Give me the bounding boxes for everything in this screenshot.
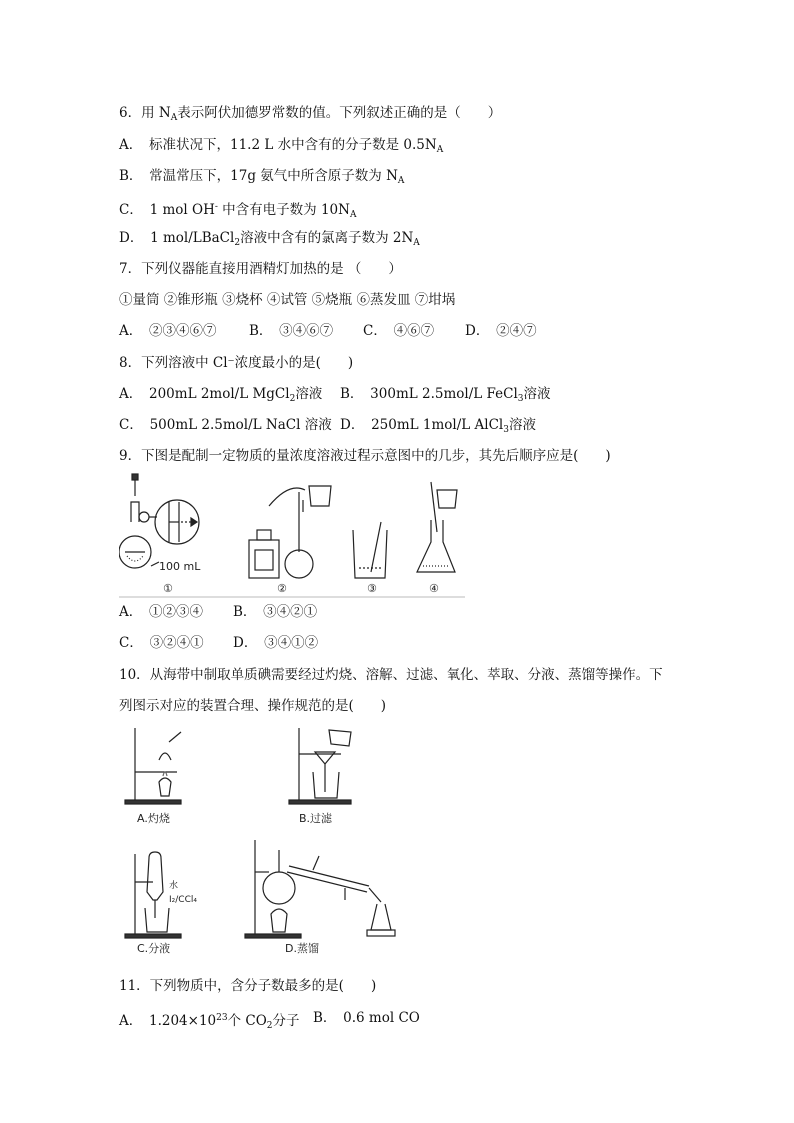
q9-fig-volume-label: 100 mL [159,560,201,573]
q6-stem: 6．用 $N_A$表示阿伏加德罗常数的值。下列叙述正确的是（ ） [119,105,502,123]
reagent-bottle-illustration [249,530,279,578]
q10-label-i2: I₂/CCl₄ [169,895,197,905]
q10-stem-line2: 列图示对应的装置合理、操作规范的是( ) [119,698,387,714]
q11-option-a: A． $1.204\times 10^{23}$个 $CO_2$分子 [119,1013,300,1031]
q10-figure [119,722,409,954]
q9-stem: 9．下图是配制一定物质的量浓度溶液过程示意图中的几步，其先后顺序应是( ) [119,448,611,464]
q9-fig-num-4: ④ [429,582,439,595]
q10-caption-a: A.灼烧 [137,812,170,825]
q10-caption-d: D.蒸馏 [285,942,319,954]
q9-fig-num-2: ② [277,582,287,595]
q10-stem-line1: 10．从海带中制取单质碘需要经过灼烧、溶解、过滤、氧化、萃取、分液、蒸馏等操作。下 [119,667,663,683]
q9-option-a: A． ①②③④ [119,604,203,620]
distillation-apparatus-illustration [245,840,395,938]
magnified-scale-circle [155,500,199,544]
q9-fig-num-3: ③ [367,582,377,595]
q11-option-b: B． 0.6 mol CO [313,1010,420,1026]
q9-option-c: C． ③②④① [119,635,204,651]
q9-fig-num-1: ① [163,582,173,595]
q7-option-c: C． ④⑥⑦ [363,323,435,339]
q6-option-d: D． 1 mol/LBaCl$_2$溶液中含有的氯离子数为 $2N_A$ [119,230,420,248]
q9-figure [119,472,467,598]
q7-option-d: D． ②④⑦ [465,323,537,339]
q8-option-d: D． 250mL 1mol/L AlCl$_3$溶液 [340,417,536,435]
beaker-stirring-illustration [353,522,387,578]
q10-caption-b: B.过滤 [299,812,333,825]
q6-option-c: C． 1 mol OH- 中含有电子数为 $10N_A$ [119,202,357,220]
q8-option-a: A． 200mL 2mol/L MgCl$_2$溶液 [119,386,323,404]
q10-label-water: 水 [169,881,179,891]
q6-option-b: B． 常温常压下，17g 氨气中所含原子数为 $N_A$ [119,168,405,186]
q7-stem: 7．下列仪器能直接用酒精灯加热的是 （ ） [119,261,402,277]
flask-with-beaker-illustration [269,486,331,578]
flask-pouring-illustration [417,482,457,572]
q9-option-b: B． ③④②① [233,604,318,620]
volumetric-flask-dropper-illustration [119,474,157,568]
q7-option-b: B． ③④⑥⑦ [249,323,334,339]
q7-option-a: A． ②③④⑥⑦ [119,323,217,339]
q9-option-d: D． ③④①② [233,635,319,651]
q7-items: ①量筒 ②锥形瓶 ③烧杯 ④试管 ⑤烧瓶 ⑥蒸发皿 ⑦坩埚 [119,292,456,308]
ignition-apparatus-illustration [125,728,181,804]
q6-option-a: A． 标准状况下，11.2 L 水中含有的分子数是 $0.5N_A$ [119,137,444,155]
q8-stem: 8．下列溶液中 Cl⁻浓度最小的是( ) [119,355,354,371]
q10-caption-c: C.分液 [137,942,171,954]
filtration-apparatus-illustration [289,728,351,804]
q8-option-c: C． 500mL 2.5mol/L NaCl 溶液 [119,417,332,433]
q11-stem: 11．下列物质中，含分子数最多的是( ) [119,978,377,994]
q8-option-b: B． 300mL 2.5mol/L FeCl$_3$溶液 [340,386,551,404]
